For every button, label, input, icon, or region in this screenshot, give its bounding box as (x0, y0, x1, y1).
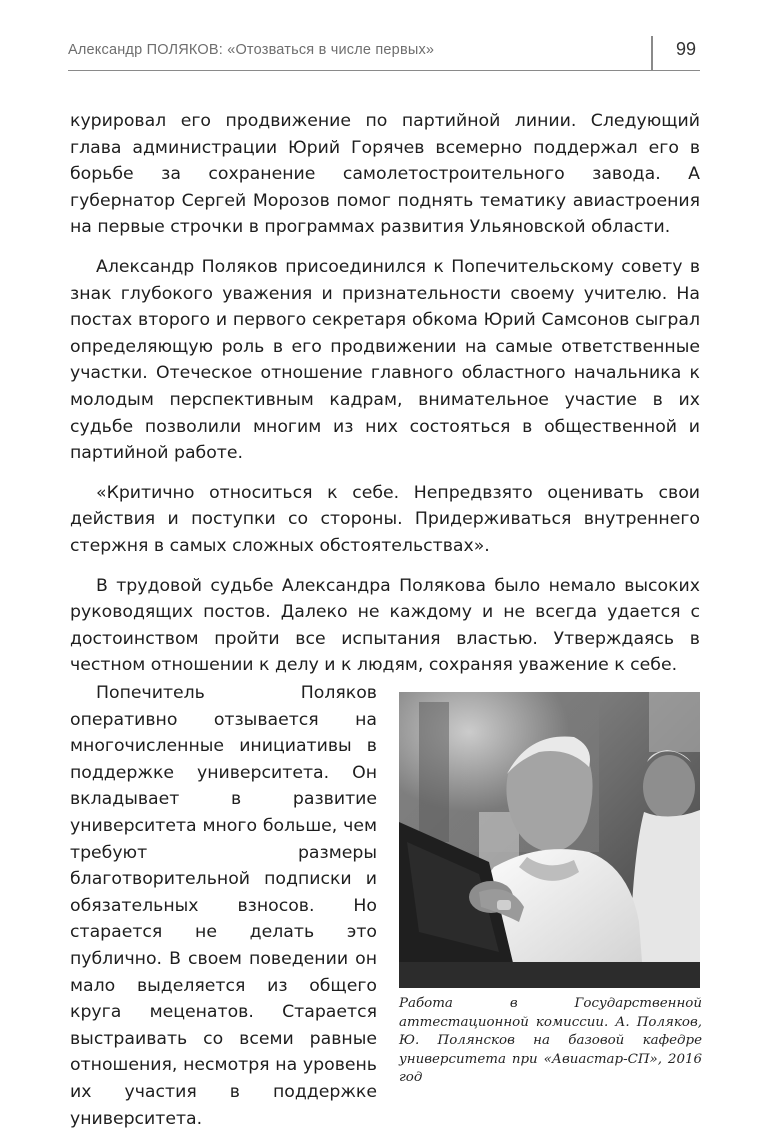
main-text (70, 108, 700, 692)
paragraph-2: Александр Поляков присоединился к Попечительскому совету в знак глубокого уважения и признательности своему учителю. На постах второго и первого секретаря обкома Юрий Самсонов сыграл определяющую роль в его продвижении на самые ответственные участки. Отеческое отношение главного областного начальника к молодым перспективным кадрам, внимательное участие в их судьбе позволили многим из них состояться в общественной и партийной работе. (70, 256, 700, 464)
paragraph-1: курировал его продвижение по партийной линии. Следующий глава администрации Юрий Горячев всемерно поддержал его в борьбе за сохранение самолетостроительного завода. А губернатор Сергей Морозов помог поднять тематику авиастроения на первые строчки в программах развития Ульяновской области. (70, 111, 700, 238)
photo-image (399, 692, 700, 988)
running-header (68, 38, 700, 71)
photo-caption: Работа в Государственной аттестационной комиссии. А. Поляков, Ю. Полянсков на базовой кафедре университета при «Авиастар-СП», 2016 год (399, 996, 702, 1085)
header-divider (651, 36, 653, 70)
side-paragraph: Попечитель Поляков оперативно отзывается на многочисленные инициативы в поддержке университета. Он вкладывает в развитие университета много больше, чем требуют размеры благотворительной подписки и обязательных взносов. Но старается не делать это публично. В своем поведении он мало выделяется из общего круга меценатов. Старается выстраивать со всеми равные отношения, несмотря на уровень их участия в поддержке университета. (70, 683, 377, 1129)
photo-commission (399, 692, 700, 988)
running-header-title: Александр ПОЛЯКОВ: «Отозваться в числе первых» (68, 42, 435, 58)
page-number: 99 (675, 39, 696, 59)
paragraph-4: В трудовой судьбе Александра Полякова было немало высоких руководящих постов. Далеко не каждому и не всегда удается с достоинством пройти все испытания властью. Утверждаясь в честном отношении к делу и к людям, сохраняя уважение к себе. (70, 575, 700, 676)
paragraph-quote: «Критично относиться к себе. Непредвзято оценивать свои действия и поступки со стороны. Придерживаться внутреннего стержня в самых сложных обстоятельствах». (70, 482, 700, 556)
